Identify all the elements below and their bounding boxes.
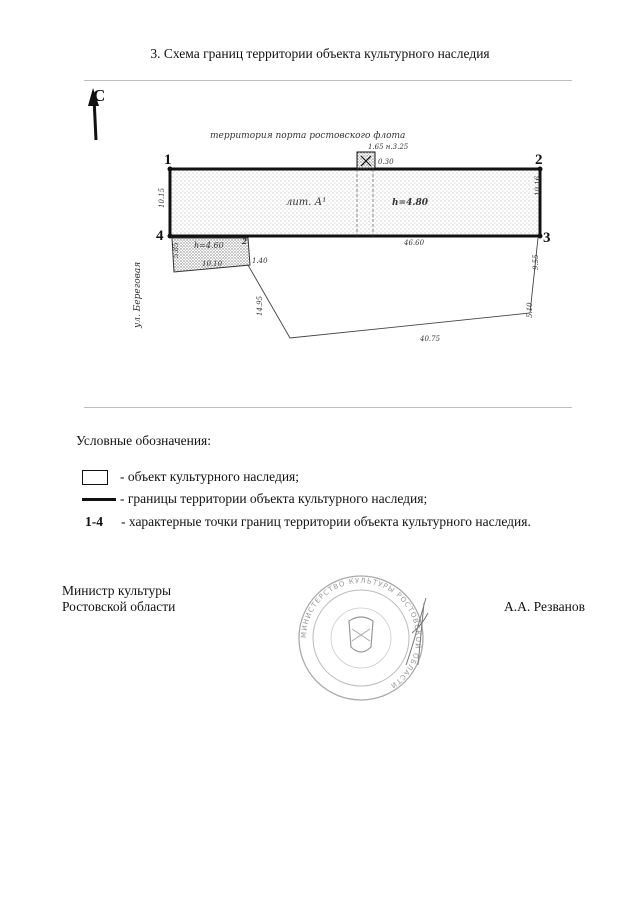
legend-item-text: - объект культурного наследия; bbox=[120, 469, 300, 484]
small-point-label: 2 bbox=[242, 237, 247, 246]
dim-lower-right: 5.10 bbox=[526, 302, 534, 318]
legend-item-text: - границы территории объекта культурного наследия; bbox=[120, 491, 428, 506]
point-label-4: 4 bbox=[156, 228, 164, 244]
point-label-2: 2 bbox=[535, 152, 543, 168]
official-stamp bbox=[286, 573, 436, 703]
position-line-2: Ростовской области bbox=[62, 599, 176, 614]
point-label-3: 3 bbox=[543, 230, 551, 246]
dim-top-small2: 0.30 bbox=[378, 158, 394, 166]
dim-right-side: 10.16 bbox=[534, 175, 542, 196]
building-footprint bbox=[170, 169, 540, 236]
left-street-label: ул. Береговая bbox=[133, 261, 143, 328]
dim-annex-side: 5.85 bbox=[172, 242, 180, 258]
legend-item-points bbox=[85, 514, 531, 530]
north-label: С bbox=[93, 86, 106, 105]
legend-title: Условные обозначения: bbox=[76, 433, 212, 448]
dim-lower-right-top: 9.55 bbox=[532, 254, 540, 270]
dim-annex-corner: 1.40 bbox=[252, 257, 268, 265]
point-label-1: 1 bbox=[164, 152, 172, 168]
dim-lower-left: 14.95 bbox=[256, 295, 264, 316]
stamp-text: МИНИСТЕРСТВО КУЛЬТУРЫ РОСТОВСКОЙ ОБЛАСТИ bbox=[299, 576, 423, 691]
legend-item-boundary bbox=[82, 491, 427, 507]
dim-annex-bottom: 10.10 bbox=[202, 260, 223, 268]
dim-bottom-main: 46.60 bbox=[404, 239, 425, 247]
legend-box-icon bbox=[82, 470, 108, 485]
legend-item-text: - характерные точки границ территории объекта культурного наследия. bbox=[121, 514, 531, 529]
signer-name: А.А. Резванов bbox=[504, 599, 585, 614]
dim-left-side: 10.15 bbox=[158, 187, 166, 208]
signer-position bbox=[62, 583, 175, 615]
top-street-label: территория порта ростовского флота bbox=[210, 131, 406, 141]
position-line-1: Министр культуры bbox=[62, 583, 172, 598]
page-title: 3. Схема границ территории объекта культурного наследия bbox=[150, 46, 490, 61]
building-label: лит. А¹ bbox=[286, 197, 327, 208]
legend-code: 1-4 bbox=[85, 514, 103, 529]
legend-item-object bbox=[82, 469, 299, 485]
height-label: h=4.80 bbox=[392, 198, 429, 208]
lower-contour bbox=[248, 238, 538, 338]
bottom-divider bbox=[84, 407, 572, 408]
boundary-scheme bbox=[0, 80, 640, 410]
legend-line-icon bbox=[82, 498, 116, 501]
annex-label: h=4.60 bbox=[194, 241, 224, 250]
dim-top-small: 1.65 н.3.25 bbox=[368, 143, 409, 151]
dim-lower-bottom: 40.75 bbox=[420, 335, 441, 343]
